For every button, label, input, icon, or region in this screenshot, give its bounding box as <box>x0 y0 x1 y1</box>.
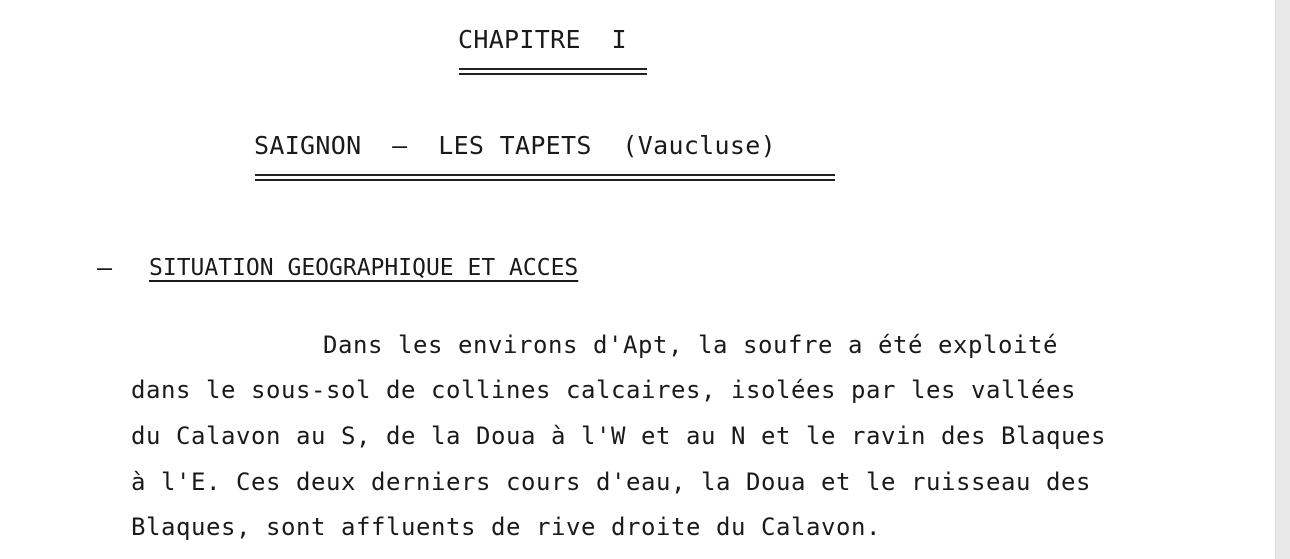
chapter-title: CHAPITRE I <box>458 25 627 54</box>
chapter-title-double-underline <box>459 68 647 75</box>
paragraph-line: Blaques, sont affluents de rive droite du Calavon. <box>131 513 881 541</box>
paragraph-line: du Calavon au S, de la Doua à l'W et au N et le ravin des Blaques <box>131 422 1106 450</box>
chapter-subtitle: SAIGNON – LES TAPETS (Vaucluse) <box>254 131 776 160</box>
section-heading: SITUATION GEOGRAPHIQUE ET ACCES <box>149 255 579 281</box>
scrollbar-track[interactable] <box>1275 0 1290 559</box>
paragraph-line: dans le sous-sol de collines calcaires, isolées par les vallées <box>131 376 1076 404</box>
subtitle-double-underline <box>255 174 835 181</box>
paragraph-line: Dans les environs d'Apt, la soufre a été exploité <box>323 331 1058 359</box>
section-bullet-dash: – <box>97 253 113 282</box>
paragraph-line: à l'E. Ces deux derniers cours d'eau, la Doua et le ruisseau des <box>131 468 1091 496</box>
